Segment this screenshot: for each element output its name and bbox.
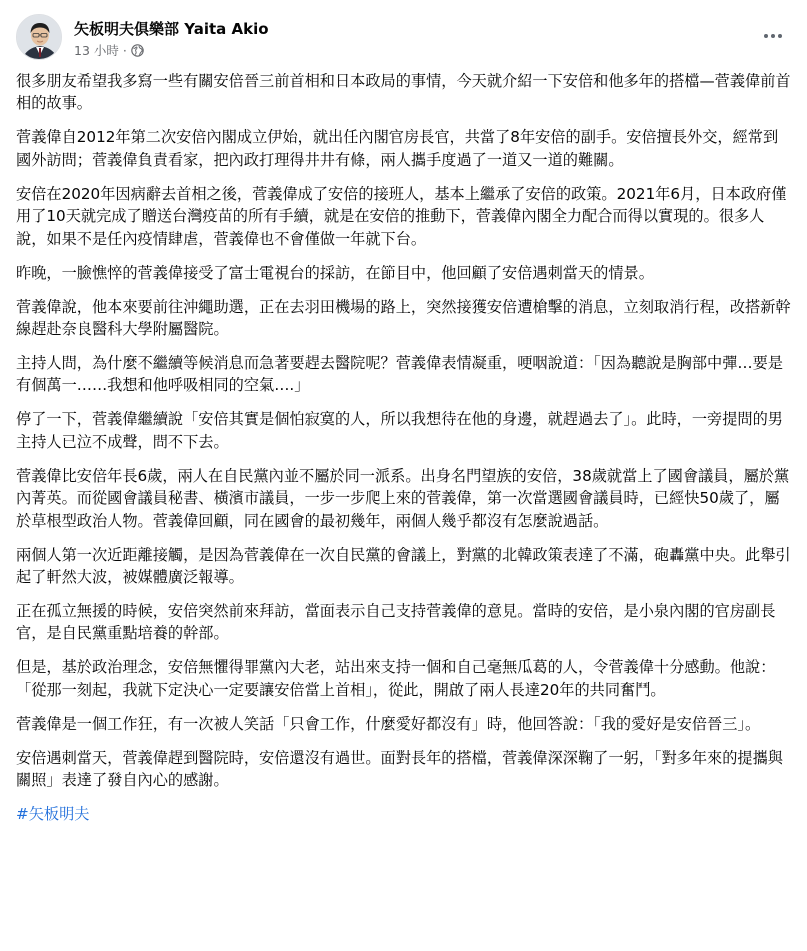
hashtag-link[interactable]: #矢板明夫	[16, 805, 90, 824]
more-options-icon[interactable]	[757, 20, 789, 52]
post-paragraph: 主持人問，為什麼不繼續等候消息而急著要趕去醫院呢？菅義偉表情凝重，哽咽說道：「因為聽說是胸部中彈…要是有個萬一……我想和他呼吸相同的空氣….」	[16, 354, 783, 395]
post-paragraph: 停了一下，菅義偉繼續說「安倍其實是個怕寂寞的人，所以我想待在他的身邊，就趕過去了」。此時，一旁提問的男主持人已泣不成聲，問不下去。	[16, 410, 783, 451]
post-meta	[74, 41, 144, 59]
author-name[interactable]: 矢板明夫俱樂部 Yaita Akio	[74, 20, 269, 38]
post-timestamp[interactable]: 13 小時	[74, 43, 119, 58]
post-paragraph: 菅義偉比安倍年長6歲，兩人在自民黨內並不屬於同一派系。出身名門望族的安倍，38歲就當上了國會議員，屬於黨內菁英。而從國會議員秘書、橫濱市議員，一步一步爬上來的菅義偉，第一次當選國會議員時，已經快50歲了，屬於草根型政治人物。菅義偉回顧，同在國會的最初幾年，兩個人幾乎都沒有怎麼說過話。	[16, 466, 790, 530]
avatar[interactable]	[16, 14, 62, 60]
post-header	[16, 14, 791, 64]
post-paragraph: 正在孤立無援的時候，安倍突然前來拜訪，當面表示自己支持菅義偉的意見。當時的安倍，是小泉內閣的官房副長官，是自民黨重點培養的幹部。	[16, 602, 776, 643]
profile-photo	[17, 15, 62, 60]
post-paragraph: 安倍遇刺當天，菅義偉趕到醫院時，安倍還沒有過世。面對長年的搭檔，菅義偉深深鞠了一躬，「對多年來的提攜與關照」表達了發自內心的感謝。	[16, 748, 783, 790]
post-paragraph: 但是，基於政治理念，安倍無懼得罪黨內大老，站出來支持一個和自己毫無瓜葛的人，令菅義偉十分感動。他說：「從那一刻起，我就下定決心一定要讓安倍當上首相」，從此，開啟了兩人長達20年的共同奮鬥。	[16, 658, 776, 699]
post-paragraph: 安倍在2020年因病辭去首相之後，菅義偉成了安倍的接班人，基本上繼承了安倍的政策。2021年6月，日本政府僅用了10天就完成了贈送台灣疫苗的所有手續，就是在安倍的推動下，菅義偉內閣全力配合而得以實現的。很多人說，如果不是任內疫情肆虐，菅義偉也不會僅做一年就下台。	[16, 184, 787, 248]
post-paragraph: 昨晚，一臉憔悴的菅義偉接受了富士電視台的採訪，在節目中，他回顧了安倍遇刺當天的情景。	[16, 263, 654, 282]
globe-icon[interactable]	[131, 44, 144, 57]
post-paragraph: 兩個人第一次近距離接觸，是因為菅義偉在一次自民黨的會議上，對黨的北韓政策表達了不滿，砲轟黨中央。此舉引起了軒然大波，被媒體廣泛報導。	[16, 545, 791, 587]
post-paragraph: 菅義偉是一個工作狂，有一次被人笑話「只會工作，什麼愛好都沒有」時，他回答說：「我的愛好是安倍晉三」。	[16, 714, 761, 733]
post-paragraph: 菅義偉說，他本來要前往沖繩助選，正在去羽田機場的路上，突然接獲安倍遭槍擊的消息，立刻取消行程，改搭新幹線趕赴奈良醫科大學附屬醫院。	[16, 297, 791, 339]
post-paragraph: 很多朋友希望我多寫一些有關安倍晉三前首相和日本政局的事情，今天就介紹一下安倍和他多年的搭檔—菅義偉前首相的故事。	[16, 72, 791, 113]
post-paragraph: 菅義偉自2012年第二次安倍內閣成立伊始，就出任內閣官房長官，共當了8年安倍的副手。安倍擅長外交，經常到國外訪問；菅義偉負責看家，把內政打理得井井有條，兩人攜手度過了一道又一道的難關。	[16, 128, 779, 169]
post-body	[16, 70, 793, 826]
meta-separator: ·	[122, 42, 127, 58]
